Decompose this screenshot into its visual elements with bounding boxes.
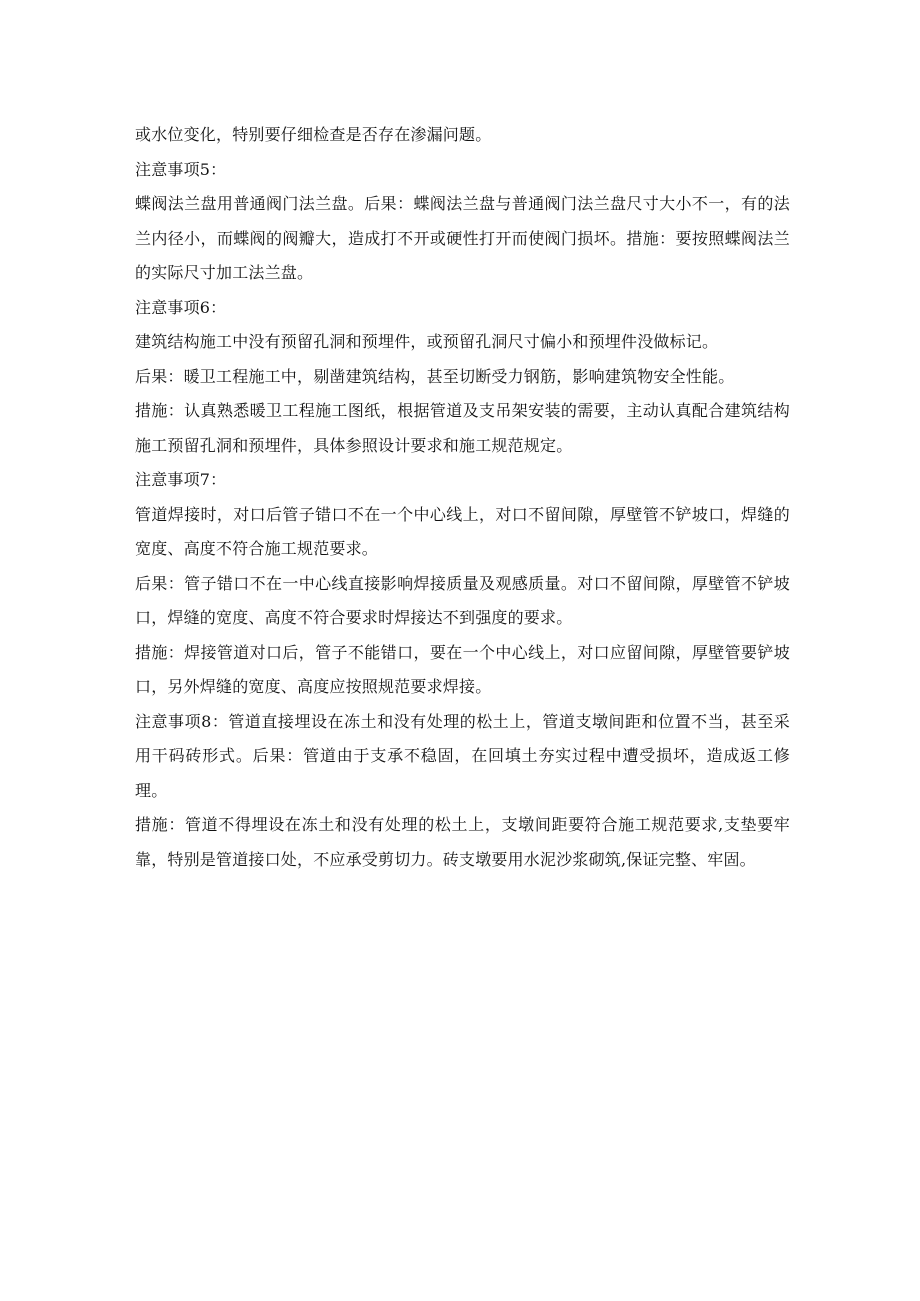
heading-note-5: 注意事项5： [135,159,227,179]
heading-note-6: 注意事项6： [135,297,227,317]
paragraph-note-6-consequence: 后果：暖卫工程施工中，剔凿建筑结构，甚至切断受力钢筋，影响建筑物安全性能。 [135,366,735,386]
paragraph-note-7-measure: 措施：焊接管道对口后，管子不能错口，要在一个中心线上，对口应留间隙，厚壁管要铲坡口，另外焊缝的宽度、高度应按照规范要求焊接。 [135,642,790,696]
paragraph-note-6-issue: 建筑结构施工中没有预留孔洞和预埋件，或预留孔洞尺寸偏小和预埋件没做标记。 [135,332,719,351]
document-body [135,118,790,877]
paragraph-note-6-measure: 措施：认真熟悉暖卫工程施工图纸，根据管道及支吊架安装的需要，主动认真配合建筑结构施工预留孔洞和预埋件，具体参照设计要求和施工规范规定。 [135,401,790,455]
paragraph-continuation: 或水位变化，特别要仔细检查是否存在渗漏问题。 [135,125,492,144]
heading-note-7: 注意事项7： [135,470,227,489]
paragraph-note-7-issue: 管道焊接时，对口后管子错口不在一个中心线上，对口不留间隙，厚壁管不铲坡口，焊缝的宽度、高度不符合施工规范要求。 [135,504,790,558]
paragraph-note-7-consequence: 后果：管子错口不在一中心线直接影响焊接质量及观感质量。对口不留间隙，厚壁管不铲坡口，焊缝的宽度、高度不符合要求时焊接达不到强度的要求。 [135,573,790,627]
paragraph-note-8: 注意事项8：管道直接埋设在冻土和没有处理的松土上，管道支墩间距和位置不当，甚至采用干码砖形式。后果：管道由于支承不稳固，在回填土夯实过程中遭受损坏，造成返工修理。 [135,711,790,800]
paragraph-note-8-measure: 措施：管道不得埋设在冻土和没有处理的松土上，支墩间距要符合施工规范要求,支垫要牢靠，特别是管道接口处，不应承受剪切力。砖支墩要用水泥沙浆砌筑,保证完整、牢固。 [135,815,790,869]
paragraph-note-5: 蝶阀法兰盘用普通阀门法兰盘。后果：蝶阀法兰盘与普通阀门法兰盘尺寸大小不一，有的法兰内径小，而蝶阀的阀瓣大，造成打不开或硬性打开而使阀门损坏。措施：要按照蝶阀法兰的实际尺寸加工法兰盘。 [135,194,790,282]
